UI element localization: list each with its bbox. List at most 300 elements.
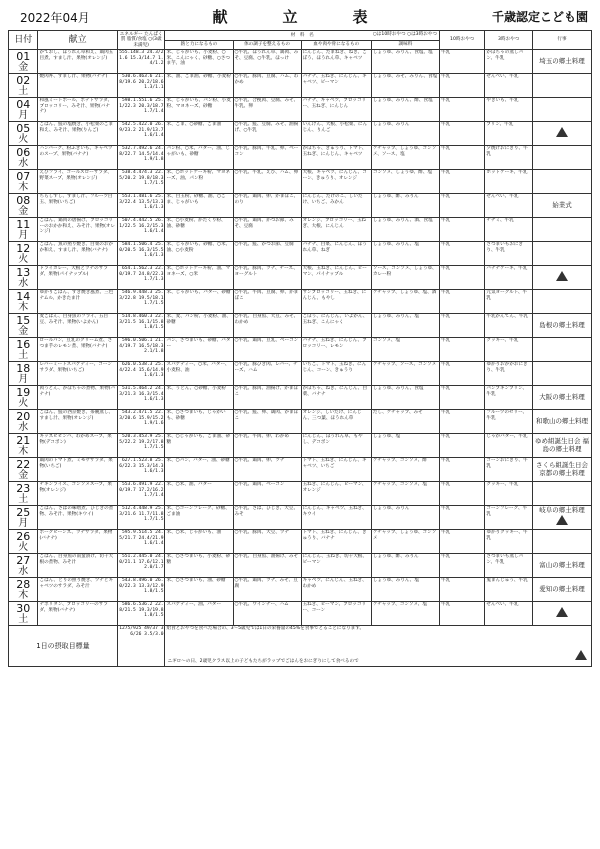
col-green: 体の調子を整えるもの (233, 41, 301, 50)
day-event (532, 290, 591, 314)
day-snack10: 牛乳 (439, 74, 484, 98)
day-snack10: 牛乳 (439, 386, 484, 410)
col-date: 日付 (9, 31, 38, 50)
day-energy: 553.6.491.9 22.0/19.7 17.2/16.2 1.7/1.4 (117, 482, 165, 506)
day-energy: 543.8.496.0 26.0/22.3 13.3/12.9 1.8/1.5 (117, 578, 165, 602)
day-seasoning: しょうゆ、酢、みりん (371, 554, 439, 578)
day-yellow-foods: いんげん、大根、小松菜、にんじん、りんご (301, 122, 371, 146)
event-text: 島根の郷土料理 (539, 320, 585, 329)
col-menu: 献立 (38, 31, 117, 50)
day-row (9, 74, 592, 98)
day-red-foods: 米、○さつまいも、油、砂糖 (165, 578, 233, 602)
day-energy: 512.4.448.9 25.3/21.6 11.7/11.8 1.7/1.5 (117, 506, 165, 530)
school-name: 千歳認定こども園 (491, 10, 588, 24)
day-date (9, 314, 38, 338)
day-green-foods: ○牛乳、ほうれん草、鶏肉、みそ、豆腐、○牛乳、ほっけ (233, 50, 301, 74)
rice-ball-icon (556, 271, 568, 281)
day-row (9, 194, 592, 218)
day-energy: 553.1.481.6 25.3/22.4 13.5/13.3 1.6/1.3 (117, 194, 165, 218)
day-energy: 532.7.492.6 24.8/22.7 14.5/14.4 1.9/1.8 (117, 146, 165, 170)
day-red-foods: 米、○パン、バター、油、砂糖 (165, 458, 233, 482)
day-event (532, 146, 591, 170)
day-row (9, 122, 592, 146)
day-date (9, 386, 38, 410)
day-seasoning: しょうゆ、みそ、みりん、食塩 (371, 74, 439, 98)
day-number: 30 (16, 601, 31, 615)
day-menu: えびフライ、コールスローサラダ、野菜スープ、果物(オレンジ) (38, 170, 117, 194)
day-green-foods: ○牛乳、鮭、豆腐、みそ、油揚げ、○牛乳 (233, 122, 301, 146)
day-menu: 肉うどん、かぼちゃの煮物、果物(バナナ) (38, 386, 117, 410)
day-event (532, 242, 591, 266)
footer-note-text: 給食とおやつを食べた場合の、3〜5歳児では1日の栄養量の45%を食事でとることになります。 (166, 626, 365, 631)
day-red-foods: パン粉、○米、バター、油、じゃがいも、砂糖 (165, 146, 233, 170)
day-number: 15 (16, 313, 31, 327)
day-green-foods: ○牛乳、豚肉、牛乳、卵、ベーコン (233, 146, 301, 170)
day-energy: 531.5.464.2 24.3/21.3 16.3/15.4 1.6/1.3 (117, 386, 165, 410)
day-snack10: 牛乳 (439, 362, 484, 386)
day-green-foods: ○牛乳、牛肉、豆腐、卵、かまぼこ (233, 290, 301, 314)
day-snack3: コーンおにぎり、牛乳 (485, 458, 533, 482)
day-menu: レバーミートスパゲティー、コーンサラダ、果物(いちご) (38, 362, 117, 386)
rice-ball-icon (556, 607, 568, 617)
day-date (9, 266, 38, 290)
day-weekday: 水 (18, 421, 29, 433)
day-event (532, 50, 591, 74)
day-row (9, 506, 592, 530)
day-snack10: 牛乳 (439, 122, 484, 146)
day-event (532, 170, 591, 194)
day-yellow-foods: ごぼう、にんじん、いよかん、玉ねぎ、こんにゃく (301, 314, 371, 338)
day-menu: ごはん、魚の照り焼き、白菜のおかか和え、すまし汁、果物(バナナ) (38, 242, 117, 266)
day-snack10: 牛乳 (439, 338, 484, 362)
day-weekday: 木 (18, 445, 29, 457)
day-snack3: ゆかりおかかおにぎり、牛乳 (485, 362, 533, 386)
day-snack3: クッキー、牛乳 (485, 482, 533, 506)
day-seasoning: ケチャップ、しょうゆ、コンソメ (371, 530, 439, 554)
day-yellow-foods: いちご、トマト、玉ねぎ、にんじん、コーン、きゅうり (301, 362, 371, 386)
day-weekday: 火 (18, 541, 29, 553)
day-date (9, 434, 38, 458)
day-energy: 551.2.445.0 24.0/21.1 17.6/12.1 2.0/1.7 (117, 554, 165, 578)
day-snack3: 夕焼けおにぎり、牛乳 (485, 146, 533, 170)
day-weekday: 火 (18, 397, 29, 409)
day-weekday: 月 (18, 109, 29, 121)
day-row (9, 218, 592, 242)
day-yellow-foods: バナナ、白菜、にんじん、ほうれん草、ねぎ (301, 242, 371, 266)
day-yellow-foods: にんじん、たまねぎ、ねぎ、ごぼう、ほうれん草、キャベツ (301, 50, 371, 74)
event-text: ゆめ組誕生日会 福島の郷土料理 (534, 436, 590, 453)
day-event (532, 98, 591, 122)
day-seasoning: しょうゆ、みりん、塩 (371, 578, 439, 602)
day-yellow-foods: トマト、玉ねぎ、にんじん、きゅうり、バナナ (301, 530, 371, 554)
day-snack10: 牛乳 (439, 290, 484, 314)
day-menu: ちらしずし、すまし汁、フルーツ白玉、果物(いちご) (38, 194, 117, 218)
day-green-foods: ○牛乳、さば、ひじき、大豆、みそ (233, 506, 301, 530)
day-seasoning: しょうゆ、みりん、食塩 (371, 386, 439, 410)
day-snack3: やきいも、牛乳 (485, 98, 533, 122)
day-row (9, 482, 592, 506)
day-green-foods: ○牛乳、豚肉、豆腐、ハム、わかめ (233, 74, 301, 98)
day-red-foods: 米、じゃがいも、バター、砂糖 (165, 290, 233, 314)
day-seasoning: だし、ケチャップ、みそ (371, 410, 439, 434)
day-energy: 626.0.538.3 25.4/22.4 15.6/14.9 1.6/1.3 (117, 362, 165, 386)
day-number: 02 (16, 73, 31, 87)
day-menu: ポークビーンズ、ツナサラダ、果物(バナナ) (38, 530, 117, 554)
day-red-foods: 米、○ホットケーキ粉、マヨネーズ、油、パン粉 (165, 170, 233, 194)
day-yellow-foods: 玉ねぎ、ピーマン、ブロッコリー、コーン (301, 602, 371, 626)
day-red-foods: 米、○さつまいも、じゃがいも、砂糖 (165, 410, 233, 434)
day-red-foods: 米、うどん、○砂糖、小麦粉 (165, 386, 233, 410)
day-menu: 麦ごはん、白身魚のフライ、五目豆、みそ汁、果物(いよかん) (38, 314, 117, 338)
day-seasoning: しょうゆ、みりん (371, 122, 439, 146)
day-red-foods: 米、○米、じゃがいも、油 (165, 530, 233, 554)
page-header (8, 0, 592, 30)
day-date (9, 74, 38, 98)
day-menu: 焼肉丼、すまし汁、果物(バナナ) (38, 74, 117, 98)
day-event (532, 506, 591, 530)
day-seasoning: しょうゆ、酢、みりん (371, 194, 439, 218)
day-row (9, 146, 592, 170)
day-green-foods: ○牛乳、牛肉、卵、わかめ (233, 434, 301, 458)
day-red-foods: 米、○ホットケーキ粉、油、マヨネーズ、○米 (165, 266, 233, 290)
day-number: 23 (16, 481, 31, 495)
day-green-foods: ○牛乳、豚肉、油揚げ、かまぼこ (233, 386, 301, 410)
event-text: 岐阜の郷土料理 (539, 506, 585, 515)
day-snack3: ゆかりクッキー、牛乳 (485, 530, 533, 554)
rice-ball-icon (556, 127, 568, 137)
day-row (9, 434, 592, 458)
day-snack10: 牛乳 (439, 554, 484, 578)
day-seasoning: しょうゆ、みりん、食塩、塩 (371, 50, 439, 74)
day-yellow-foods: キャベツ、にんじん、玉ねぎ、わかめ (301, 578, 371, 602)
day-seasoning: コンソメ、塩 (371, 338, 439, 362)
day-yellow-foods: 大根、キャベツ、にんじん、コーン、きゅうり、オレンジ (301, 170, 371, 194)
day-snack10: 牛乳 (439, 146, 484, 170)
day-snack10: 牛乳 (439, 410, 484, 434)
day-number: 14 (16, 289, 31, 303)
day-weekday: 金 (18, 469, 29, 481)
day-green-foods: ○牛乳、豚ひき肉、レバー、チーズ、ハム (233, 362, 301, 386)
day-snack10: 牛乳 (439, 458, 484, 482)
col-event: 行事 (532, 31, 591, 50)
day-energy: 514.8.460.3 22.3/21.5 16.1/15.8 1.8/1.5 (117, 314, 165, 338)
day-red-foods: 米、○じゃがいも、ごま油、砂糖 (165, 434, 233, 458)
day-snack3: せんべい、牛乳 (485, 74, 533, 98)
day-red-foods: 米、ごま、○砂糖、ごま油 (165, 122, 233, 146)
day-menu: ごはん、鮭の西京焼き、茶碗蒸し、すまし汁、果物(オレンジ) (38, 410, 117, 434)
day-event (532, 410, 591, 434)
day-green-foods: ○牛乳、鶏肉、卵、かまぼこ、のり (233, 194, 301, 218)
day-event (532, 458, 591, 482)
day-red-foods: 米、○コーンフレーク、砂糖、ごま油 (165, 506, 233, 530)
day-snack10: 牛乳 (439, 530, 484, 554)
day-snack10: 牛乳 (439, 194, 484, 218)
day-date (9, 530, 38, 554)
day-energy: 520.3.453.9 25.5/22.2 19.2/17.8 1.7/1.5 (117, 434, 165, 458)
day-menu: ごはん、鶏肉の唐揚げ、ブロッコリーのおかか和え、みそ汁、果物(オレンジ) (38, 218, 117, 242)
day-date (9, 458, 38, 482)
day-energy: 538.4.474.3 22.5/20.2 19.8/18.3 1.7/1.5 (117, 170, 165, 194)
day-yellow-foods: バナナ、玉ねぎ、にんじん、キャベツ、ピーマン (301, 74, 371, 98)
day-snack3: プリン、牛乳 (485, 122, 533, 146)
day-snack3: チヂミ、牛乳 (485, 218, 533, 242)
day-yellow-foods: バナナ、キャベツ、ブロッコリー、玉ねぎ、にんじん (301, 98, 371, 122)
day-date (9, 194, 38, 218)
day-weekday: 土 (18, 613, 29, 625)
day-energy: 654.1.562.3 22.0/19.7 24.8/22.3 1.7/1.3 (117, 266, 165, 290)
day-number: 19 (16, 385, 31, 399)
day-row (9, 458, 592, 482)
event-text: 和歌山の郷土料理 (535, 416, 588, 425)
day-green-foods: ○牛乳、鶏肉、卵、ツナ (233, 458, 301, 482)
day-date (9, 170, 38, 194)
day-number: 07 (16, 169, 31, 183)
day-energy: 507.4.442.5 26.1/22.5 16.2/15.3 1.6/1.4 (117, 218, 165, 242)
day-yellow-foods: にんじん、キャベツ、玉ねぎ、キウイ (301, 506, 371, 530)
day-red-foods: 米、白玉粉、砂糖、油、○ごま、じゃがいも (165, 194, 233, 218)
col-snack3: 3時おやつ (485, 31, 533, 50)
day-row (9, 386, 592, 410)
day-date (9, 146, 38, 170)
day-date (9, 98, 38, 122)
day-weekday: 火 (18, 133, 29, 145)
day-snack10: 牛乳 (439, 506, 484, 530)
day-snack3: かぼちゃの蒸しパン、牛乳 (485, 50, 533, 74)
day-date (9, 410, 38, 434)
day-weekday: 金 (18, 205, 29, 217)
day-red-foods: 米、○米、油、バター (165, 482, 233, 506)
day-event (532, 578, 591, 602)
day-red-foods: 米、油、ごま油、砂糖、小麦粉 (165, 74, 233, 98)
day-seasoning: ケチャップ、しょうゆ、塩、酒 (371, 290, 439, 314)
day-menu: ゆかりごはん、すき焼き風煮、三色ナムル、かきたま汁 (38, 290, 117, 314)
day-yellow-foods: オレンジ、しいたけ、にんじん、三つ葉、ほうれん草 (301, 410, 371, 434)
event-text: 始業式 (552, 200, 572, 209)
footer-note (165, 626, 592, 667)
day-seasoning: コンソメ、しょうゆ、酢、塩 (371, 170, 439, 194)
day-yellow-foods: にんじん、ほうれん草、もやし、デコポン (301, 434, 371, 458)
day-menu: ごはん、白身魚の南蛮漬け、切干大根の煮物、みそ汁 (38, 554, 117, 578)
rice-ball-icon (556, 515, 568, 525)
event-text: 愛知の郷土料理 (539, 584, 585, 593)
day-date (9, 362, 38, 386)
day-event (532, 266, 591, 290)
day-number: 11 (16, 217, 31, 231)
page-date: 2022年04月 (20, 11, 90, 25)
day-event (532, 122, 591, 146)
day-energy: 584.1.506.4 25.0/20.5 16.3/15.5 1.6/1.3 (117, 242, 165, 266)
day-menu: かておし、ほうれん草和え、鶏肉五目煮、すまし汁、果物(オレンジ) (38, 50, 117, 74)
day-snack10: 牛乳 (439, 242, 484, 266)
day-weekday: 月 (18, 229, 29, 241)
day-yellow-foods: にんじん、玉ねぎ、切干大根、ピーマン (301, 554, 371, 578)
day-date (9, 290, 38, 314)
day-snack3: せんべい、牛乳 (485, 602, 533, 626)
day-energy: 546.9.448.3 25.3/22.8 19.5/18.1 1.7/1.5 (117, 290, 165, 314)
day-energy: 596.0.506.1 21.4/19.7 16.5/18.3 2.1/1.8 (117, 338, 165, 362)
day-yellow-foods: トマト、玉ねぎ、にんじん、キャベツ、いちご (301, 458, 371, 482)
day-row (9, 290, 592, 314)
day-date (9, 242, 38, 266)
day-green-foods: ○牛乳、鶏肉、かつお節、みそ、豆腐 (233, 218, 301, 242)
day-menu: ロールパン、豆乳のクリーム煮、さつま芋のレモン煮、果物(バナナ) (38, 338, 117, 362)
day-green-foods: ○牛乳、白身魚、大豆、みそ、わかめ (233, 314, 301, 338)
day-green-foods: ○牛乳、豚肉、ツナ、チーズ、ヨーグルト (233, 266, 301, 290)
day-snack3: 牛乳かんてん、牛乳 (485, 314, 533, 338)
day-weekday: 火 (18, 253, 29, 265)
day-energy: 595.9.514.5 24.5/21.7 24.4/21.9 1.6/1.4 (117, 530, 165, 554)
col-yellow: 血や肉や骨になるもの (301, 41, 371, 50)
day-yellow-foods: にんじん、たけのこ、しいたけ、いちご、みかん (301, 194, 371, 218)
day-row (9, 242, 592, 266)
day-menu: 和風ミートボール、ポテトサラダ、ブロッコリー、みそ汁、果物(バナナ) (38, 98, 117, 122)
day-red-foods: 米、○小麦粉、かたくり粉、油、砂糖 (165, 218, 233, 242)
day-number: 25 (16, 505, 31, 519)
day-red-foods: パン、さつまいも、砂糖、バター (165, 338, 233, 362)
day-seasoning: ケチャップ、コンソメ、酢 (371, 458, 439, 482)
day-event (532, 314, 591, 338)
day-green-foods: ○牛乳、豚肉、大豆、ツナ (233, 530, 301, 554)
day-event (532, 482, 591, 506)
day-snack3: コーンフレーク、牛乳 (485, 506, 533, 530)
day-snack3: せんべい、牛乳 (485, 194, 533, 218)
day-event (532, 530, 591, 554)
day-weekday: 木 (18, 301, 29, 313)
day-seasoning: しょうゆ、みりん、塩 (371, 314, 439, 338)
day-number: 21 (16, 433, 31, 447)
day-red-foods: 米、じゃがいも、砂糖、○米、油、○小麦粉 (165, 242, 233, 266)
day-snack10: 牛乳 (439, 578, 484, 602)
day-menu: ハンバーグ、粉ふきいも、キャベツのスープ、果物(バナナ) (38, 146, 117, 170)
day-yellow-foods: オレンジ、ブロッコリー、玉ねぎ、大根、にんじん (301, 218, 371, 242)
day-menu: ナポリタン、ブロッコリーのサラダ、果物(バナナ) (38, 602, 117, 626)
day-snack10: 牛乳 (439, 50, 484, 74)
day-yellow-foods: 玉ねぎ、にんじん、ピーマン、オレンジ (301, 482, 371, 506)
day-yellow-foods: サンブロッコリー、玉ねぎ、にんじん、もやし (301, 290, 371, 314)
footer-note-bottom: ニギロ〜の日、2歳児クラス以上の子どもたちがラップでごはんをおにぎりにして食べるので (167, 658, 359, 664)
day-number: 08 (16, 193, 31, 207)
day-event (532, 362, 591, 386)
col-energy: エネルギー たんぱく質 脂質/食塩 ○(3歳未満児) (117, 31, 165, 50)
day-menu: キッズビビンバ、わかめスープ、果物(デコポン) (38, 434, 117, 458)
day-snack3: パンプキンプリン、牛乳 (485, 386, 533, 410)
day-green-foods: ○牛乳、鶏肉、ベーコン (233, 482, 301, 506)
event-text: 埼玉の郷土料理 (539, 56, 585, 65)
col-ingredients-title: 材 料 名 (290, 32, 314, 38)
day-row (9, 170, 592, 194)
day-event (532, 194, 591, 218)
day-weekday: 月 (18, 373, 29, 385)
day-row (9, 602, 592, 626)
day-event (532, 338, 591, 362)
footer-energy: 1275/925 49/37 36/26 3.5/3.0 (117, 626, 165, 667)
day-red-foods: 米、麦、パン粉、小麦粉、油、砂糖 (165, 314, 233, 338)
event-text: 大阪の郷土料理 (539, 392, 585, 401)
day-menu: ごはん、さばの味噌煮、ひじきの煮物、みそ汁、果物(キウイ) (38, 506, 117, 530)
col-red: 熱と力になるもの (165, 41, 233, 50)
day-event (532, 386, 591, 410)
day-green-foods: ○牛乳、牛乳、えび、ハム、卵 (233, 170, 301, 194)
day-weekday: 金 (18, 325, 29, 337)
day-red-foods: 米、じゃがいも、パン粉、小麦粉、マヨネーズ、砂糖 (165, 98, 233, 122)
day-event (532, 434, 591, 458)
day-snack3: じゃがバター、牛乳 (485, 434, 533, 458)
day-energy: 555.148.3 24.3/21.6 15.3/14.7 1.4/1.2 (117, 50, 165, 74)
day-energy: 543.2.471.5 22.3/20.6 15.9/15.2 1.9/1.6 (117, 410, 165, 434)
day-green-foods: ○牛乳、合挽肉、豆腐、みそ、牛乳、卵 (233, 98, 301, 122)
day-menu: ごはん、とりの照り焼き、ツナとキャベツのサラダ、みそ汁 (38, 578, 117, 602)
day-seasoning: ケチャップ、コンソメ、塩 (371, 482, 439, 506)
day-weekday: 木 (18, 181, 29, 193)
day-seasoning: ケチャップ、しょうゆ、コンソメ、ソース、塩 (371, 146, 439, 170)
day-row (9, 98, 592, 122)
day-row (9, 530, 592, 554)
day-date (9, 50, 38, 74)
day-seasoning: ソース、コンソメ、しょうゆ、カレー粉 (371, 266, 439, 290)
day-number: 16 (16, 337, 31, 351)
col-seasoning: 調味料 (371, 41, 439, 50)
day-date (9, 554, 38, 578)
day-weekday: 水 (18, 565, 29, 577)
day-green-foods: ○牛乳、ウインナー、ハム (233, 602, 301, 626)
day-snack3: 元気ヨーグルト、牛乳 (485, 290, 533, 314)
day-number: 13 (16, 265, 31, 279)
day-weekday: 土 (18, 85, 29, 97)
event-text: さくら組誕生日会 京都の郷土料理 (535, 460, 588, 477)
day-snack3: さつまいも蒸しパン、牛乳 (485, 554, 533, 578)
day-event (532, 554, 591, 578)
day-seasoning: ケチャップ、コンソメ、塩 (371, 602, 439, 626)
day-yellow-foods: 大根、玉ねぎ、にんじん、ピーマン、パイナップル (301, 266, 371, 290)
day-number: 28 (16, 577, 31, 591)
day-red-foods: スパゲティー、○米、バター、小麦粉、油 (165, 362, 233, 386)
day-number: 20 (16, 409, 31, 423)
day-row (9, 410, 592, 434)
day-row (9, 338, 592, 362)
day-snack3: ホットケーキ、牛乳 (485, 170, 533, 194)
day-green-foods: ○牛乳、鮭、卵、鶏肉、かまぼこ (233, 410, 301, 434)
menu-table (8, 30, 592, 667)
day-seasoning: しょうゆ、みりん、酒、食塩 (371, 218, 439, 242)
day-date (9, 506, 38, 530)
day-snack10: 牛乳 (439, 266, 484, 290)
day-green-foods: ○牛乳、鮭、かつお節、豆腐 (233, 242, 301, 266)
day-number: 18 (16, 361, 31, 375)
day-menu: ごはん、鮭の塩焼き、小松菜のごま和え、みそ汁、果物(りんご) (38, 122, 117, 146)
day-event (532, 218, 591, 242)
day-menu: チキンライス、コンソメスープ、果物(オレンジ) (38, 482, 117, 506)
day-seasoning: しょうゆ、塩 (371, 434, 439, 458)
day-energy: 598.1.551.6 25.1/22.3 20.3/18.7 1.7/1.4 (117, 98, 165, 122)
day-snack10: 牛乳 (439, 482, 484, 506)
day-snack3: バナナケーキ、牛乳 (485, 266, 533, 290)
day-energy: 627.1.523.8 25.6/22.3 15.3/14.3 1.6/1.3 (117, 458, 165, 482)
day-event (532, 602, 591, 626)
day-number: 05 (16, 121, 31, 135)
day-row (9, 554, 592, 578)
day-weekday: 水 (18, 157, 29, 169)
day-weekday: 金 (18, 61, 29, 73)
day-snack3: クッキー、牛乳 (485, 338, 533, 362)
event-text: 富山の郷土料理 (539, 560, 585, 569)
day-red-foods: スパゲティー、油、バター (165, 602, 233, 626)
col-ingredients (165, 31, 440, 41)
page-title: 献 立 表 (212, 8, 388, 26)
day-menu: 鶏肉のトマト煮、ミモザサラダ、果物(いちご) (38, 458, 117, 482)
rice-ball-icon (575, 650, 587, 663)
day-green-foods: ○牛乳、白身魚、油揚げ、みそ (233, 554, 301, 578)
day-energy: 586.6.536.2 22.8/21.5 19.3/19.8 1.8/1.5 (117, 602, 165, 626)
